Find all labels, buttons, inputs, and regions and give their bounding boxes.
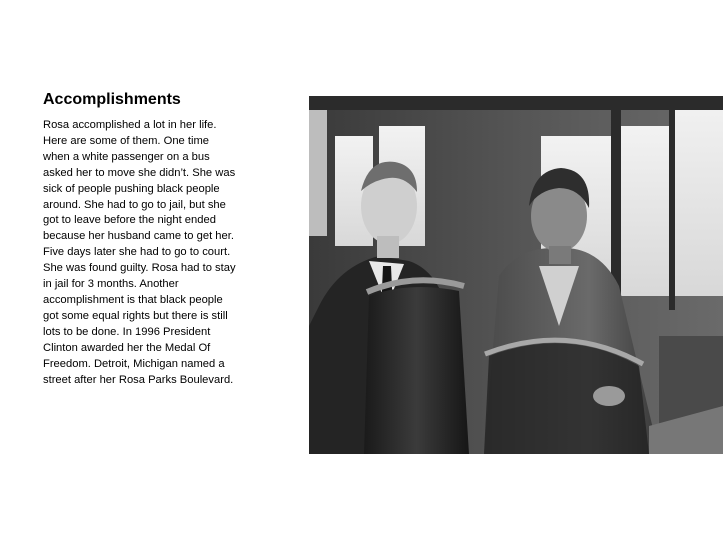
body-line: got some equal rights but there is still — [43, 309, 228, 322]
body-line: Rosa accomplished a lot in her life. — [43, 119, 217, 131]
body-line: around. She had to go to jail, but she — [43, 198, 226, 211]
body-line: Five days later she had to go to court. — [43, 246, 231, 259]
body-line: accomplishment is that black people — [43, 293, 223, 306]
bus-window — [309, 96, 327, 236]
bus-seat — [364, 287, 469, 454]
woman-hands — [593, 386, 625, 406]
bus-window — [675, 96, 723, 296]
body-line: She was found guilty. Rosa had to stay — [43, 262, 236, 275]
body-line: when a white passenger on a bus — [43, 150, 210, 163]
body-line: lots to be done. In 1996 President — [43, 325, 211, 338]
body-line: because her husband came to get her. — [43, 230, 234, 243]
body-line: Here are some of them. One time — [43, 134, 210, 147]
man-neck — [377, 236, 399, 258]
window-frame — [669, 110, 675, 310]
body-line: Clinton awarded her the Medal Of — [43, 341, 211, 354]
bus-ceiling — [309, 96, 723, 110]
body-line: sick of people pushing black people — [43, 182, 220, 195]
woman-neck — [549, 246, 571, 264]
body-text — [43, 118, 273, 388]
body-line: Freedom. Detroit, Michigan named a — [43, 357, 225, 370]
rosa-parks-bus-photo — [309, 96, 723, 454]
body-line: in jail for 3 months. Another — [43, 278, 179, 291]
bus-window — [621, 126, 669, 296]
photo-illustration — [309, 96, 723, 454]
slide-title: Accomplishments — [43, 91, 181, 108]
body-line: got to leave before the night ended — [43, 214, 216, 227]
body-line: street after her Rosa Parks Boulevard. — [43, 373, 234, 386]
body-line: asked her to move she didn’t. She was — [43, 166, 236, 179]
